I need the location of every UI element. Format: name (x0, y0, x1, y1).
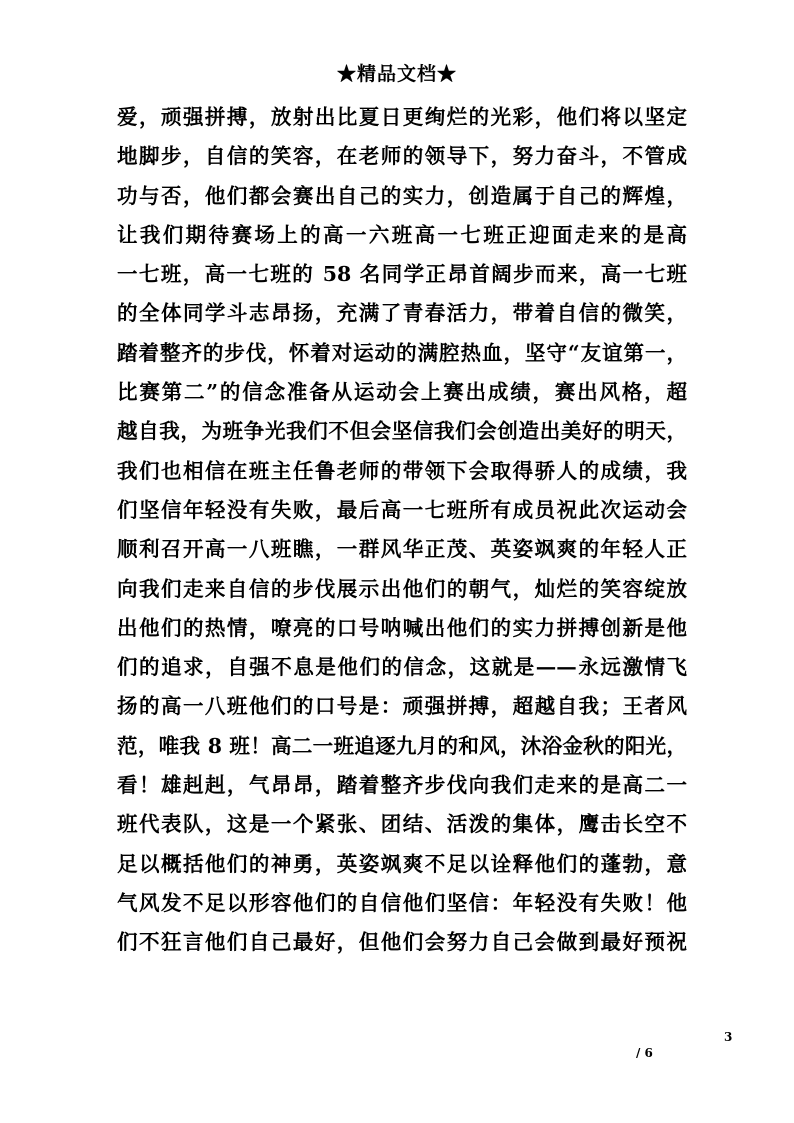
text-line: 气风发不足以形容他们的自信他们坚信：年轻没有失败！他 (117, 890, 687, 915)
text-line: 一七班，高一七班的 58 名同学正昂首阔步而来，高一七班 (117, 262, 687, 287)
text-line: 踏着整齐的步伐，怀着对运动的满腔热血，坚守“友谊第一， (117, 340, 687, 365)
page-number: 3 (724, 1030, 733, 1044)
page-total: / 6 (636, 1046, 653, 1060)
text-line: 爱，顽强拼搏，放射出比夏日更绚烂的光彩，他们将以坚定 (117, 105, 687, 129)
text-line: 让我们期待赛场上的高一六班高一七班正迎面走来的是高 (117, 222, 687, 247)
text-line: 范，唯我 8 班！高二一班追逐九月的和风，沐浴金秋的阳光， (117, 733, 687, 758)
text-line: 们的追求，自强不息是他们的信念，这就是——永远激情飞 (117, 655, 687, 680)
text-line: 出他们的热情，嘹亮的口号呐喊出他们的实力拼搏创新是他 (117, 615, 687, 640)
document-header: ★精品文档★ (336, 63, 457, 85)
text-line: 们不狂言他们自己最好，但他们会努力自己会做到最好预祝 (117, 930, 687, 955)
body-text (117, 98, 687, 963)
text-line: 看！雄赳赳，气昂昂，踏着整齐步伐向我们走来的是高二一 (117, 773, 687, 798)
text-line: 我们也相信在班主任鲁老师的带领下会取得骄人的成绩，我 (117, 458, 687, 483)
text-line: 向我们走来自信的步伐展示出他们的朝气，灿烂的笑容绽放 (117, 576, 687, 601)
text-line: 班代表队，这是一个紧张、团结、活泼的集体，鹰击长空不 (117, 812, 687, 837)
text-line: 地脚步，自信的笑容，在老师的领导下，努力奋斗，不管成 (117, 144, 687, 169)
text-line: 比赛第二”的信念准备从运动会上赛出成绩，赛出风格，超 (117, 380, 687, 405)
text-line: 扬的高一八班他们的口号是：顽强拼搏，超越自我；王者风 (117, 694, 687, 719)
text-line: 顺利召开高一八班瞧，一群风华正茂、英姿飒爽的年轻人正 (117, 537, 687, 562)
text-line: 的全体同学斗志昂扬，充满了青春活力，带着自信的微笑， (117, 301, 687, 326)
text-line: 功与否，他们都会赛出自己的实力，创造属于自己的辉煌， (117, 183, 687, 208)
text-line: 们坚信年轻没有失败，最后高一七班所有成员祝此次运动会 (117, 497, 687, 522)
text-line: 足以概括他们的神勇，英姿飒爽不足以诠释他们的蓬勃，意 (117, 851, 687, 876)
text-line: 越自我，为班争光我们不但会坚信我们会创造出美好的明天， (117, 419, 687, 444)
